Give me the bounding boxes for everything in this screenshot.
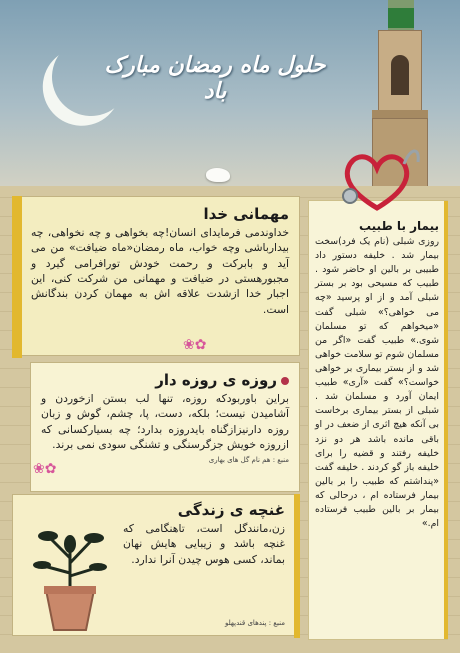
bullet-icon bbox=[281, 377, 289, 385]
stethoscope-icon bbox=[332, 138, 422, 218]
story-body: روزی شبلی (نام یک فرد)سخت بیمار شد . خلیفه دستور داد طبیبی بر بالین او حاضر شود . طبیب که مسیحی بود بر بستر شبلی آمد و از او پرسید «چه می خواهی؟» شبلی گفت «میخواهم که تو مسلمان شوی.» طبیب گفت «اگر من مسلمان شوم تو سلامت خواهی شد و از بستر بیماری بر خواهی خواست؟» گفت «آری» طبیب ایمان آورد و مسلمان شد . شبلی از بستر بیماری برخاست بی آنکه هیچ اثری از ضعف در او باقی مانده باشد هر دو نزد خلیفه رفتند و قضیه را برای خلیفه باز گو کردند . خلیفه گفت «پنداشتم که طبیب را بر بالین بیمار فرستاده ام ، درحالی که بیمار بر بالین طبیب فرستاده ام.» bbox=[315, 236, 439, 530]
panel-heading: مهمانی خدا bbox=[203, 205, 289, 223]
story-heading: بیمار با طبیب bbox=[358, 219, 439, 233]
flower-icon: ✿❀ bbox=[183, 337, 207, 353]
panel-body: براین باوربودکه روزه، تنها لب بستن ازخوردن و آشامیدن نیست؛ بلکه، دست، پا، چشم، گوش و زبان روزه دارنیزازگناه بایدروزه بدارد؛ چه بسیارکسانی که ازروزه خویش جزگرسنگی و تشنگی سودی نمی برند. bbox=[41, 392, 289, 451]
flower-icon: ✿❀ bbox=[33, 461, 57, 477]
dove-icon bbox=[206, 168, 230, 182]
source-note: منبع : پندهای قندپهلو bbox=[224, 619, 285, 627]
panel-heading: روزه ی روزه دار bbox=[41, 371, 289, 389]
potted-plant-icon bbox=[30, 518, 110, 633]
page-title: حلول ماه رمضان مبارک باد bbox=[104, 52, 326, 104]
panel-body: زن،مانندگل است، تاهنگامی که غنچه باشد و زیبایی هایش نهان بماند، کسی هوس چیدن آنرا ندارد. bbox=[123, 522, 285, 566]
panel-heading: غنچه ی زندگی bbox=[177, 501, 285, 519]
source-note: منبع : هم نام گل های بهاری bbox=[208, 456, 289, 465]
panel-god-hospitality bbox=[12, 196, 300, 356]
panel-body: خداوندمی فرمایدای انسان!چه بخواهی و چه نخواهی، چه بیدارباشی وچه خواب، ماه رمضان«ماه ضیافت» من می آید و بابرکت و رحمت خودش تورافرامی گیرد و مجبورهستی در ضیافت و مهمانی من شرکت کنی، این اجبار خدا ازشدت علاقه اش به مهمان کردن بندگانش است. bbox=[31, 226, 289, 316]
panel-fasting bbox=[30, 362, 300, 492]
story-panel-patient-doctor bbox=[308, 200, 448, 640]
